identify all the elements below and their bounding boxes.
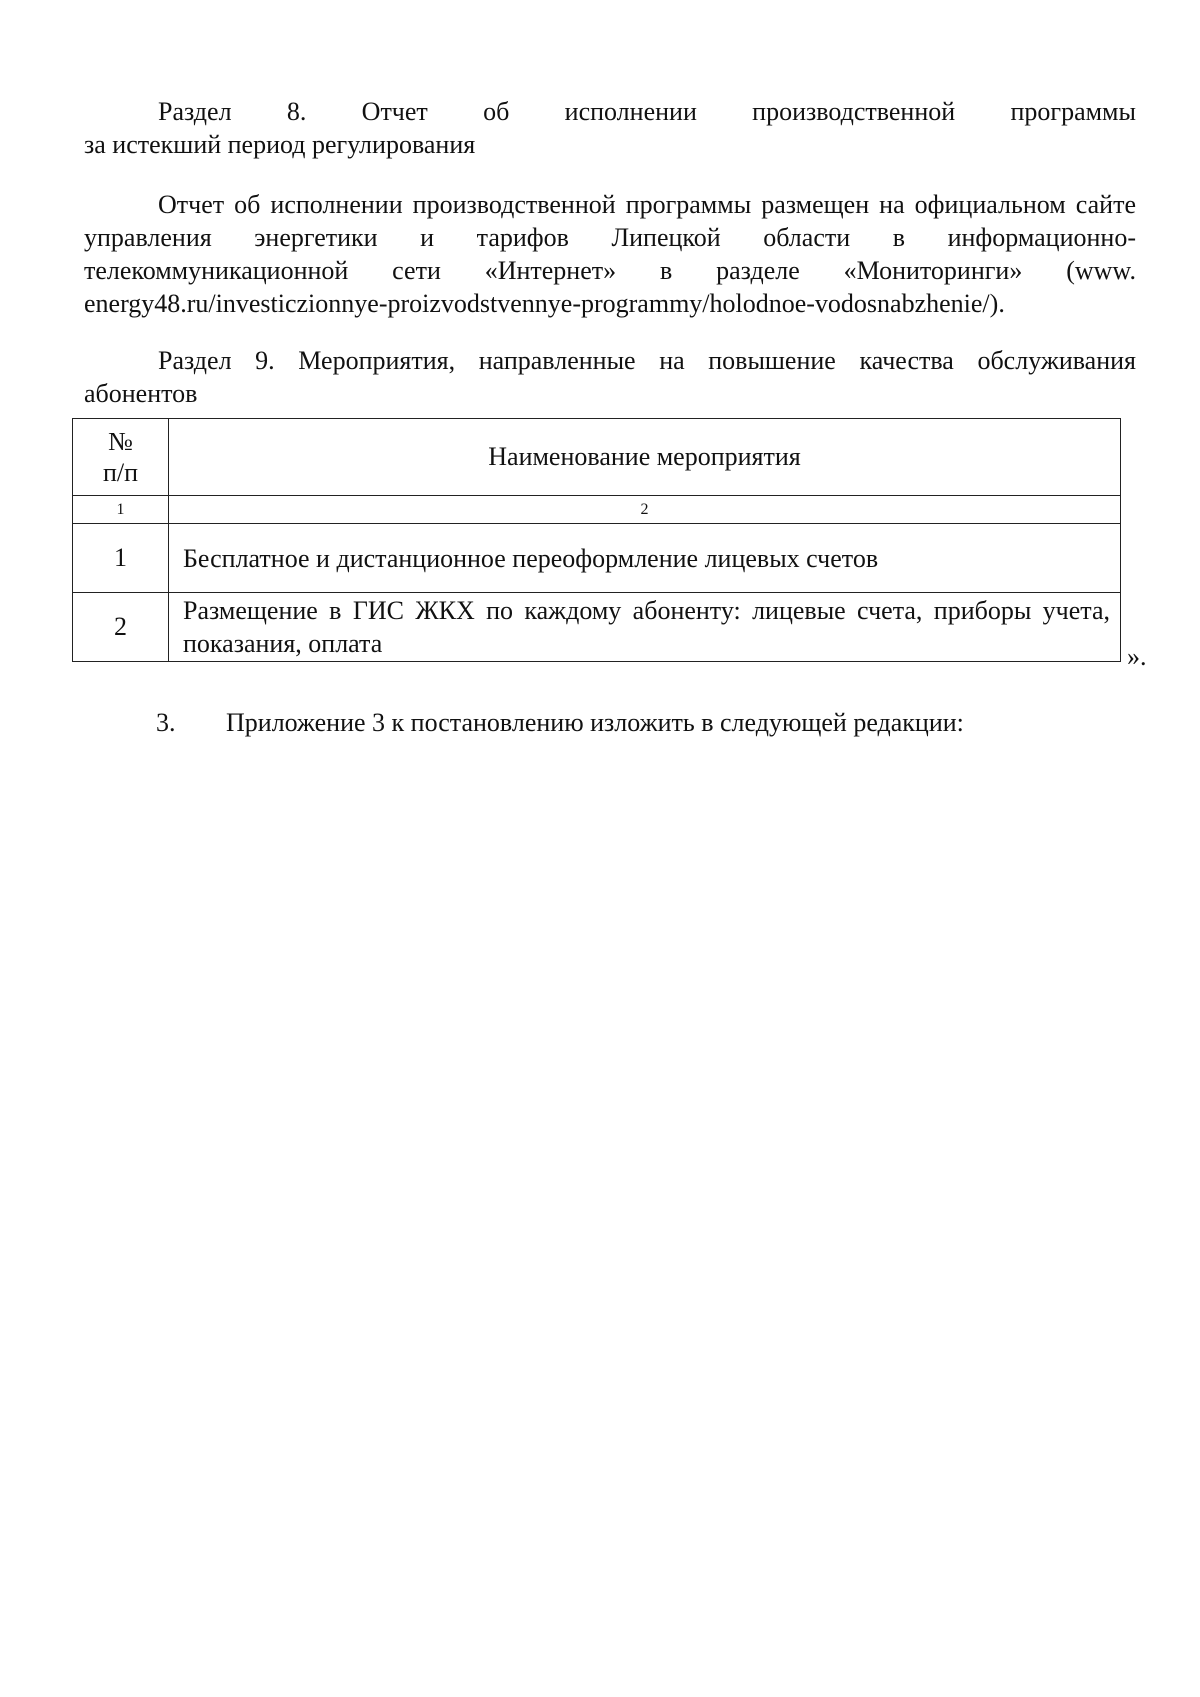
table-header-row xyxy=(73,419,1121,496)
header-number-symbol: № xyxy=(108,427,133,456)
header-number-cell xyxy=(73,419,169,496)
index-cell: 2 xyxy=(169,496,1121,524)
table-row xyxy=(73,593,1121,662)
row-number-cell: 1 xyxy=(73,524,169,593)
item-3 xyxy=(156,706,964,739)
row-text-cell: Бесплатное и дистанционное переоформление лицевых счетов xyxy=(169,524,1121,593)
heading-word: производственной xyxy=(752,97,956,126)
item-3-number: 3. xyxy=(156,708,176,737)
heading-word: Отчет xyxy=(361,97,428,126)
section-8-heading-line1 xyxy=(84,95,1136,128)
closing-quote: ». xyxy=(1127,642,1147,671)
section-8-heading xyxy=(84,95,1136,161)
row-number-cell: 2 xyxy=(73,593,169,662)
heading-word: 8. xyxy=(286,97,307,126)
heading-word: Раздел xyxy=(158,97,232,126)
section-9-heading: Раздел 9. Мероприятия, направленные на повышение качества обслуживания абонентов xyxy=(84,346,1136,408)
heading-word: об xyxy=(483,97,510,126)
section-8-heading-line2: за истекший период регулирования xyxy=(84,130,476,159)
item-3-text: Приложение 3 к постановлению изложить в следующей редакции: xyxy=(226,708,964,737)
measures-table xyxy=(72,418,1121,662)
report-paragraph: Отчет об исполнении производственной программы размещен на официальном сайте управления энергетики и тарифов Липецкой области в информационно-телекоммуникационной сети «Интернет» в разделе «Мониторинги» (www. energy48.ru/investiczionnye-proizvodstvennye-programmy/holodnoe-vodosnabzhenie/). xyxy=(84,190,1136,318)
heading-word: программы xyxy=(1010,97,1136,126)
index-cell: 1 xyxy=(73,496,169,524)
heading-word: исполнении xyxy=(564,97,697,126)
table-row xyxy=(73,524,1121,593)
table-index-row xyxy=(73,496,1121,524)
header-number-abbr: п/п xyxy=(102,458,139,487)
row-text-cell: Размещение в ГИС ЖКХ по каждому абоненту: лицевые счета, приборы учета, показания, оплата xyxy=(169,593,1121,662)
header-name-cell: Наименование мероприятия xyxy=(169,419,1121,496)
